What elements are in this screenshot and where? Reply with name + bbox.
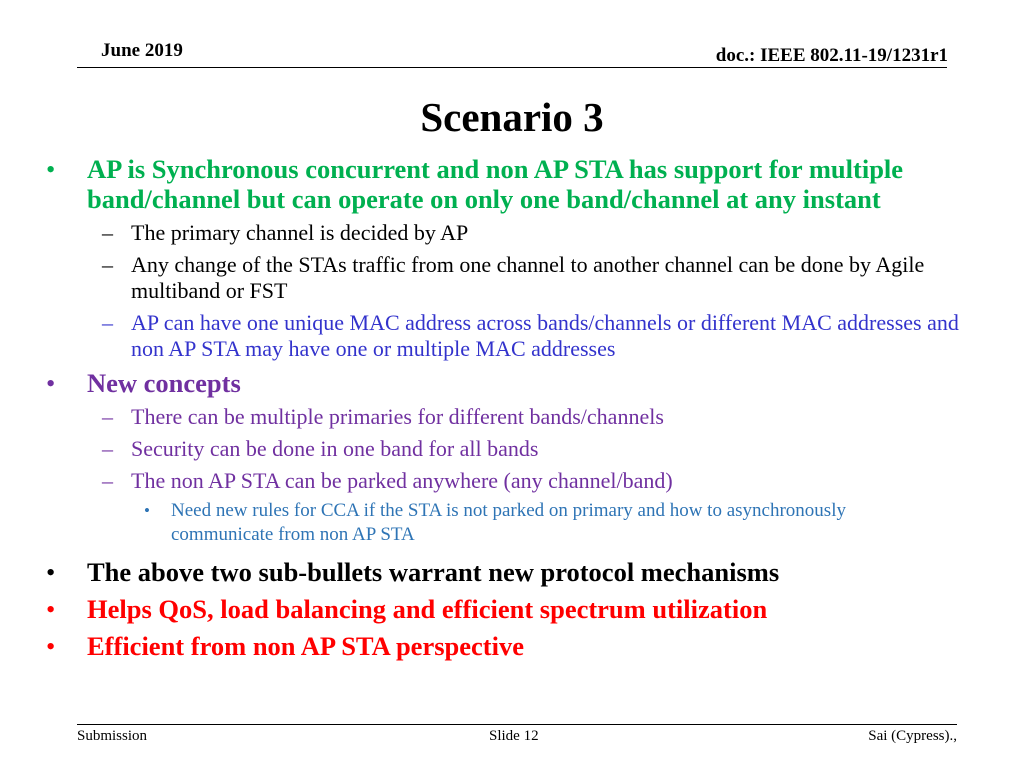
bullet-4-text: Helps QoS, load balancing and efficient spectrum utilization xyxy=(87,594,768,624)
bullet-icon: • xyxy=(144,501,150,520)
bullet-1-sub-2 xyxy=(0,252,961,304)
dash-icon: – xyxy=(102,468,113,493)
bullet-2 xyxy=(0,368,967,398)
bullet-3-text: The above two sub-bullets warrant new protocol mechanisms xyxy=(87,557,780,587)
dash-icon: – xyxy=(102,404,113,429)
bullet-2-sub-1-text: There can be multiple primaries for different bands/channels xyxy=(131,404,664,429)
header-date: June 2019 xyxy=(101,40,183,61)
bullet-icon: • xyxy=(46,154,56,184)
header-doc-id: doc.: IEEE 802.11-19/1231r1 xyxy=(715,45,948,66)
bullet-1-sub-3 xyxy=(0,310,961,362)
footer-submission: Submission xyxy=(77,728,148,744)
footer-slide-number: Slide 12 xyxy=(489,728,539,744)
bullet-icon: • xyxy=(46,368,56,398)
bullet-icon: • xyxy=(46,557,56,587)
bullet-1-sub-1-text: The primary channel is decided by AP xyxy=(131,220,469,245)
bullet-5 xyxy=(0,631,967,661)
bullet-icon: • xyxy=(46,594,56,624)
bullet-2-sub-2 xyxy=(0,436,961,462)
bullet-2-sub-3 xyxy=(0,468,961,494)
dash-icon: – xyxy=(102,310,113,335)
bullet-2-text: New concepts xyxy=(87,368,241,398)
bullet-2-subsub-1 xyxy=(0,499,891,547)
bullet-2-sub-2-text: Security can be done in one band for all bands xyxy=(131,436,539,461)
slide-body xyxy=(0,150,1024,661)
slide-title: Scenario 3 xyxy=(420,94,604,140)
footer-divider xyxy=(77,724,957,725)
bullet-2-subsub-1-text: Need new rules for CCA if the STA is not parked on primary and how to asynchronously communicate from non AP STA xyxy=(171,500,846,545)
header-divider xyxy=(77,67,947,68)
bullet-icon: • xyxy=(46,631,56,661)
bullet-3 xyxy=(0,557,967,587)
bullet-5-text: Efficient from non AP STA perspective xyxy=(87,631,524,661)
bullet-1-text: AP is Synchronous concurrent and non AP STA has support for multiple band/channel but can operate on only one band/channel at any instant xyxy=(87,154,904,214)
bullet-1-sub-1 xyxy=(0,220,961,246)
bullet-2-sub-3-text: The non AP STA can be parked anywhere (any channel/band) xyxy=(131,468,673,493)
dash-icon: – xyxy=(102,252,113,277)
bullet-4 xyxy=(0,594,967,624)
bullet-1-sub-2-text: Any change of the STAs traffic from one channel to another channel can be done by Agile multiband or FST xyxy=(131,252,925,303)
bullet-1 xyxy=(0,154,967,214)
bullet-2-sub-1 xyxy=(0,404,961,430)
dash-icon: – xyxy=(102,436,113,461)
footer-author: Sai (Cypress)., xyxy=(868,728,957,744)
dash-icon: – xyxy=(102,220,113,245)
bullet-1-sub-3-text: AP can have one unique MAC address across bands/channels or different MAC addresses and non AP STA may have one or multiple MAC addresses xyxy=(131,310,959,361)
